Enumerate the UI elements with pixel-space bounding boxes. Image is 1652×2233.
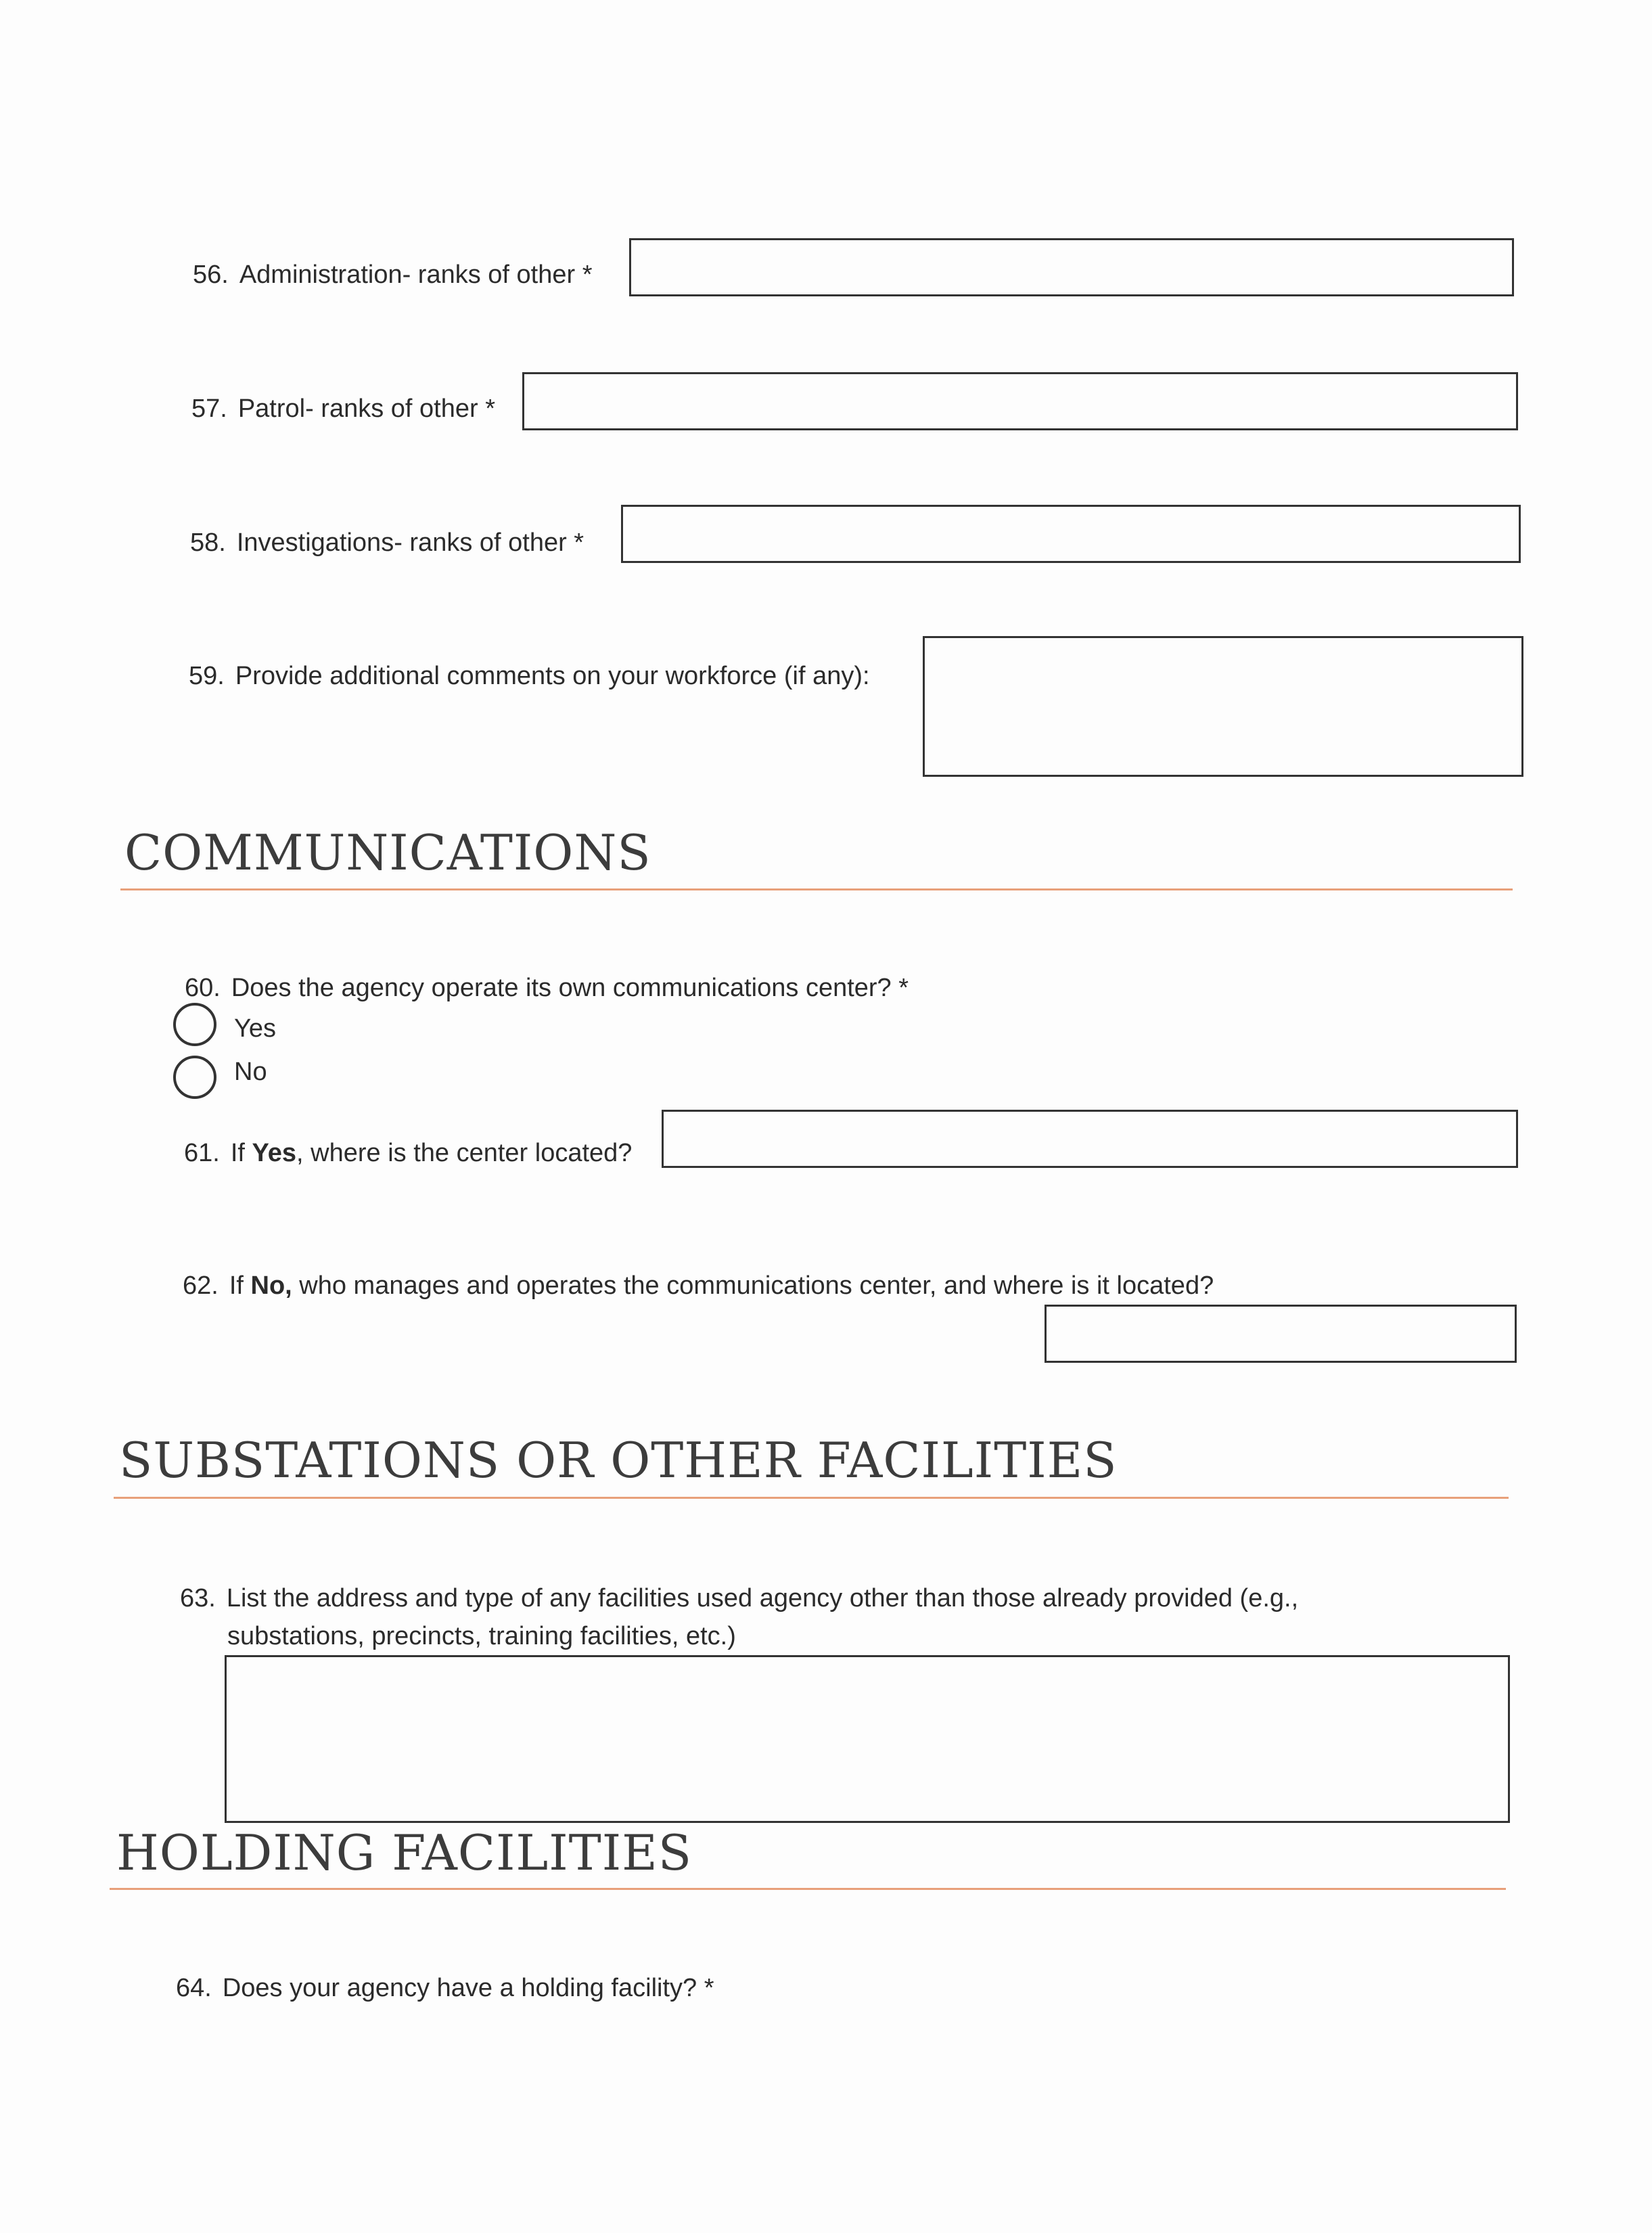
investigations-ranks-input[interactable] bbox=[621, 505, 1521, 563]
section-heading-substations: SUBSTATIONS OR OTHER FACILITIES bbox=[119, 1432, 1118, 1489]
administration-ranks-input[interactable] bbox=[629, 238, 1514, 296]
option-yes-label: Yes bbox=[234, 1014, 276, 1043]
section-divider bbox=[120, 888, 1513, 890]
other-facilities-input[interactable] bbox=[225, 1655, 1510, 1823]
question-63-continuation: substations, precincts, training facilities, etc.) bbox=[227, 1622, 736, 1650]
question-59-label: 59. Provide additional comments on your workforce (if any): bbox=[189, 662, 870, 690]
radio-no[interactable] bbox=[173, 1056, 216, 1099]
patrol-ranks-input[interactable] bbox=[522, 372, 1518, 430]
workforce-comments-input[interactable] bbox=[923, 636, 1523, 777]
section-divider bbox=[110, 1888, 1506, 1890]
radio-yes[interactable] bbox=[173, 1003, 216, 1046]
question-57-label: 57. Patrol- ranks of other * bbox=[191, 394, 495, 423]
option-no-label: No bbox=[234, 1058, 267, 1086]
center-location-input[interactable] bbox=[662, 1110, 1518, 1168]
section-heading-holding-facilities: HOLDING FACILITIES bbox=[116, 1824, 693, 1881]
question-60-label: 60. Does the agency operate its own communications center? * bbox=[185, 974, 909, 1002]
question-58-label: 58. Investigations- ranks of other * bbox=[190, 528, 584, 557]
question-63-label: 63. List the address and type of any facilities used agency other than those already provided (e.g., bbox=[180, 1584, 1299, 1612]
section-divider bbox=[114, 1497, 1509, 1499]
question-62-label: 62. If No, who manages and operates the communications center, and where is it located? bbox=[183, 1271, 1214, 1300]
question-56-label: 56. Administration- ranks of other * bbox=[193, 261, 593, 289]
question-64-label: 64. Does your agency have a holding facility? * bbox=[176, 1974, 714, 2002]
section-heading-communications: COMMUNICATIONS bbox=[124, 824, 651, 881]
question-61-label: 61. If Yes, where is the center located? bbox=[184, 1139, 633, 1167]
center-manager-input[interactable] bbox=[1045, 1305, 1517, 1363]
